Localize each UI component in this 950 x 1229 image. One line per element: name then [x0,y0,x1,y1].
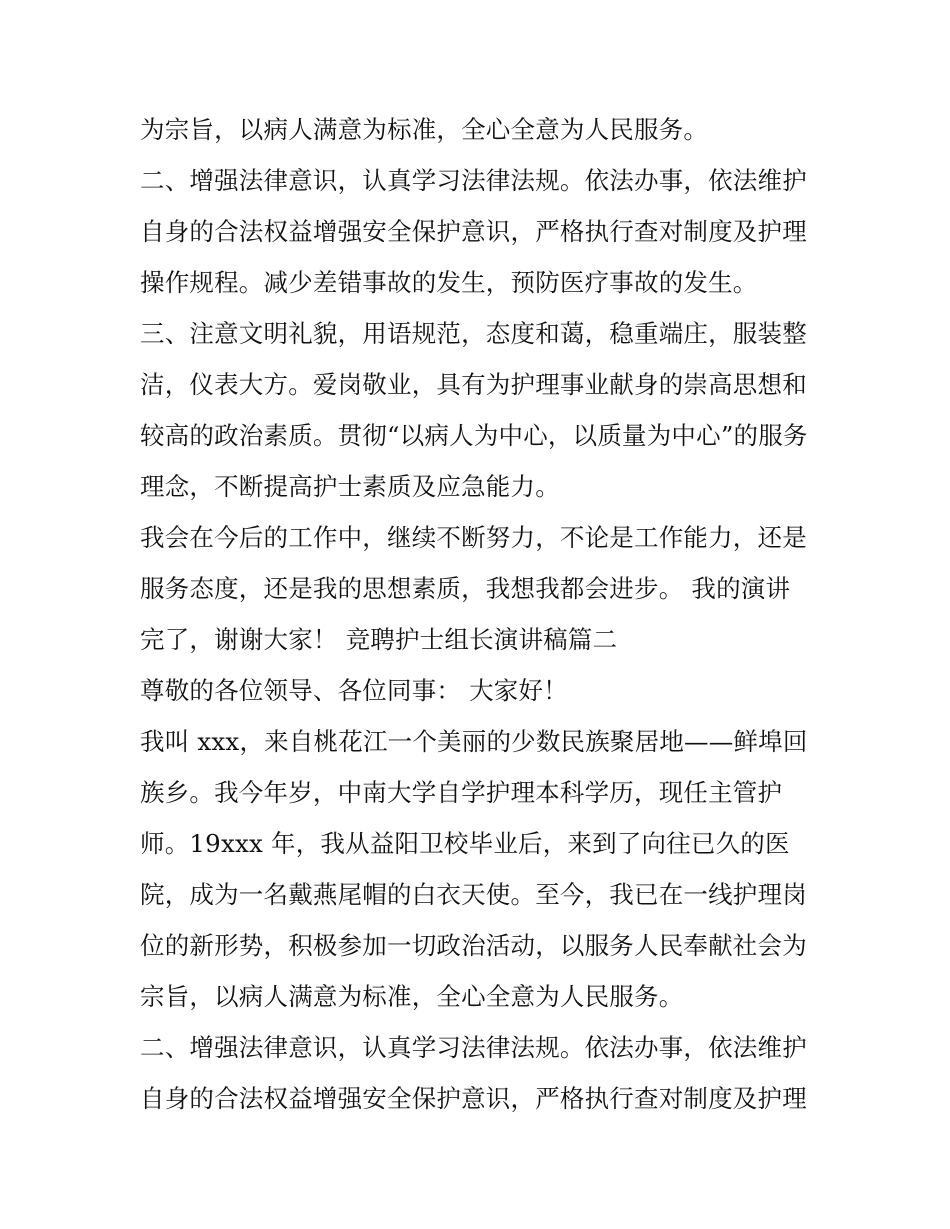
text-line-13: 我叫 xxx，来自桃花江一个美丽的少数民族聚居地——鲜埠回 [140,727,808,756]
text-line-8: 理念，不断提高护士素质及应急能力。 [140,472,560,501]
text-line-9: 我会在今后的工作中，继续不断努力，不论是工作能力，还是 [140,523,807,552]
text-line-17: 位的新形势，积极参加一切政治活动，以服务人民奉献社会为 [140,931,807,960]
text-line-14: 族乡。我今年岁，中南大学自学护理本科学历，现任主管护 [140,778,783,807]
text-line-7: 较高的政治素质。贯彻“以病人为中心，以质量为中心”的服务 [140,421,808,450]
text-line-3: 自身的合法权益增强安全保护意识，严格执行查对制度及护理 [140,217,807,246]
text-line-2: 二、增强法律意识，认真学习法律法规。依法办事，依法维护 [140,166,807,195]
text-line-12: 尊敬的各位领导、各位同事： 大家好！ [140,676,568,705]
text-line-18: 宗旨，以病人满意为标准，全心全意为人民服务。 [140,982,684,1011]
text-line-11: 完了，谢谢大家！ 竞聘护士组长演讲稿篇二 [140,625,618,654]
document-body [140,104,820,1124]
text-line-19: 二、增强法律意识，认真学习法律法规。依法办事，依法维护 [140,1033,807,1062]
text-line-16: 院，成为一名戴燕尾帽的白衣天使。至今，我已在一线护理岗 [140,880,807,909]
text-line-1: 为宗旨，以病人满意为标准，全心全意为人民服务。 [140,115,709,144]
text-line-15: 师。19xxx 年，我从益阳卫校毕业后，来到了向往已久的医 [140,829,790,858]
text-line-4: 操作规程。减少差错事故的发生，预防医疗事故的发生。 [140,268,758,297]
text-line-20: 自身的合法权益增强安全保护意识，严格执行查对制度及护理 [140,1084,807,1113]
text-line-5: 三、注意文明礼貌，用语规范，态度和蔼，稳重端庄，服装整 [140,319,807,348]
text-line-10: 服务态度，还是我的思想素质，我想我都会进步。 我的演讲 [140,574,791,603]
text-line-6: 洁，仪表大方。爱岗敬业，具有为护理事业献身的崇高思想和 [140,370,807,399]
